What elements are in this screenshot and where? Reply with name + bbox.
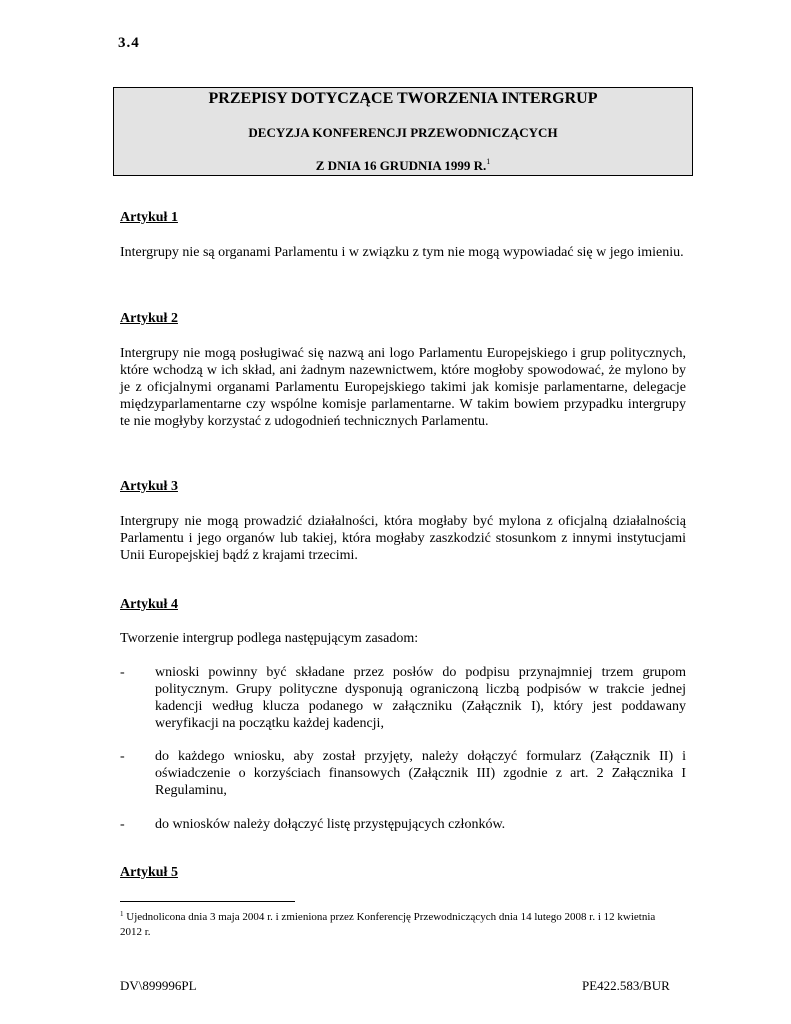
document-code: PE422.583/BUR bbox=[582, 978, 670, 993]
list-item-text: wnioski powinny być składane przez posłów do podpisu przynajmniej trzem grupom politycznym. Grupy polityczne dysponują ograniczoną liczbą podpisów w trakcie jednej kadencji według klucza podanego w załączniku (Załącznik I), który jest poddawany weryfikacji na początku każdej kadencji, bbox=[155, 665, 686, 731]
article-4-intro: Tworzenie intergrup podlega następującym zasadom: bbox=[120, 631, 419, 646]
footnote-reference: 1 bbox=[486, 157, 491, 166]
footnote bbox=[120, 907, 680, 940]
title-box bbox=[113, 87, 693, 176]
document-title: PRZEPISY DOTYCZĄCE TWORZENIA INTERGRUP bbox=[208, 90, 598, 107]
list-dash: - bbox=[120, 665, 125, 680]
article-2-heading: Artykuł 2 bbox=[120, 311, 178, 326]
list-item bbox=[120, 664, 686, 732]
section-number: 3.4 bbox=[118, 35, 140, 51]
article-3-heading: Artykuł 3 bbox=[120, 479, 178, 494]
list-dash: - bbox=[120, 749, 125, 764]
footnote-text: Ujednolicona dnia 3 maja 2004 r. i zmieniona przez Konferencję Przewodniczących dnia 14 lutego 2008 r. i 12 kwietnia 2012 r. bbox=[120, 911, 656, 938]
list-item-text: do wniosków należy dołączyć listę przystępujących członków. bbox=[155, 817, 506, 832]
list-item bbox=[120, 748, 686, 799]
article-4-heading: Artykuł 4 bbox=[120, 597, 178, 612]
document-reference: DV\899996PL bbox=[120, 978, 197, 993]
article-1-text: Intergrupy nie są organami Parlamentu i w związku z tym nie mogą wypowiadać się w jego imieniu. bbox=[120, 245, 684, 260]
document-date bbox=[114, 157, 692, 174]
article-3-text: Intergrupy nie mogą prowadzić działalności, która mogłaby być mylona z oficjalną działalnością Parlamentu i jego organów lub takiej, która mogłaby zaszkodzić stosunkom z innymi instytucjami Unii Europejskiej bądź z krajami trzecimi. bbox=[120, 514, 686, 563]
article-1-heading: Artykuł 1 bbox=[120, 210, 178, 225]
footnote-divider bbox=[120, 901, 295, 902]
article-5-heading: Artykuł 5 bbox=[120, 865, 178, 880]
list-dash: - bbox=[120, 817, 125, 832]
article-2-text: Intergrupy nie mogą posługiwać się nazwą ani logo Parlamentu Europejskiego i grup politycznych, które wchodzą w ich skład, ani żadnym nazewnictwem, które mogłoby spowodować, że mylono by je z oficjalnymi organami Parlamentu Europejskiego takimi jak komisje parlamentarne, delegacje międzyparlamentarne czy wspólne komisje parlamentarne. W takim bowiem przypadku intergrupy te nie mogłyby korzystać z udogodnień technicznych Parlamentu. bbox=[120, 346, 686, 429]
list-item-text: do każdego wniosku, aby został przyjęty, należy dołączyć formularz (Załącznik II) i oświadczenie o korzyściach finansowych (Załącznik III) zgodnie z art. 2 Załącznika I Regulaminu, bbox=[155, 749, 686, 798]
document-subtitle: DECYZJA KONFERENCJI PRZEWODNICZĄCYCH bbox=[248, 125, 558, 140]
document-date-text: Z DNIA 16 GRUDNIA 1999 R. bbox=[315, 158, 487, 173]
footnote-marker: 1 bbox=[120, 910, 124, 918]
list-item bbox=[120, 816, 686, 833]
